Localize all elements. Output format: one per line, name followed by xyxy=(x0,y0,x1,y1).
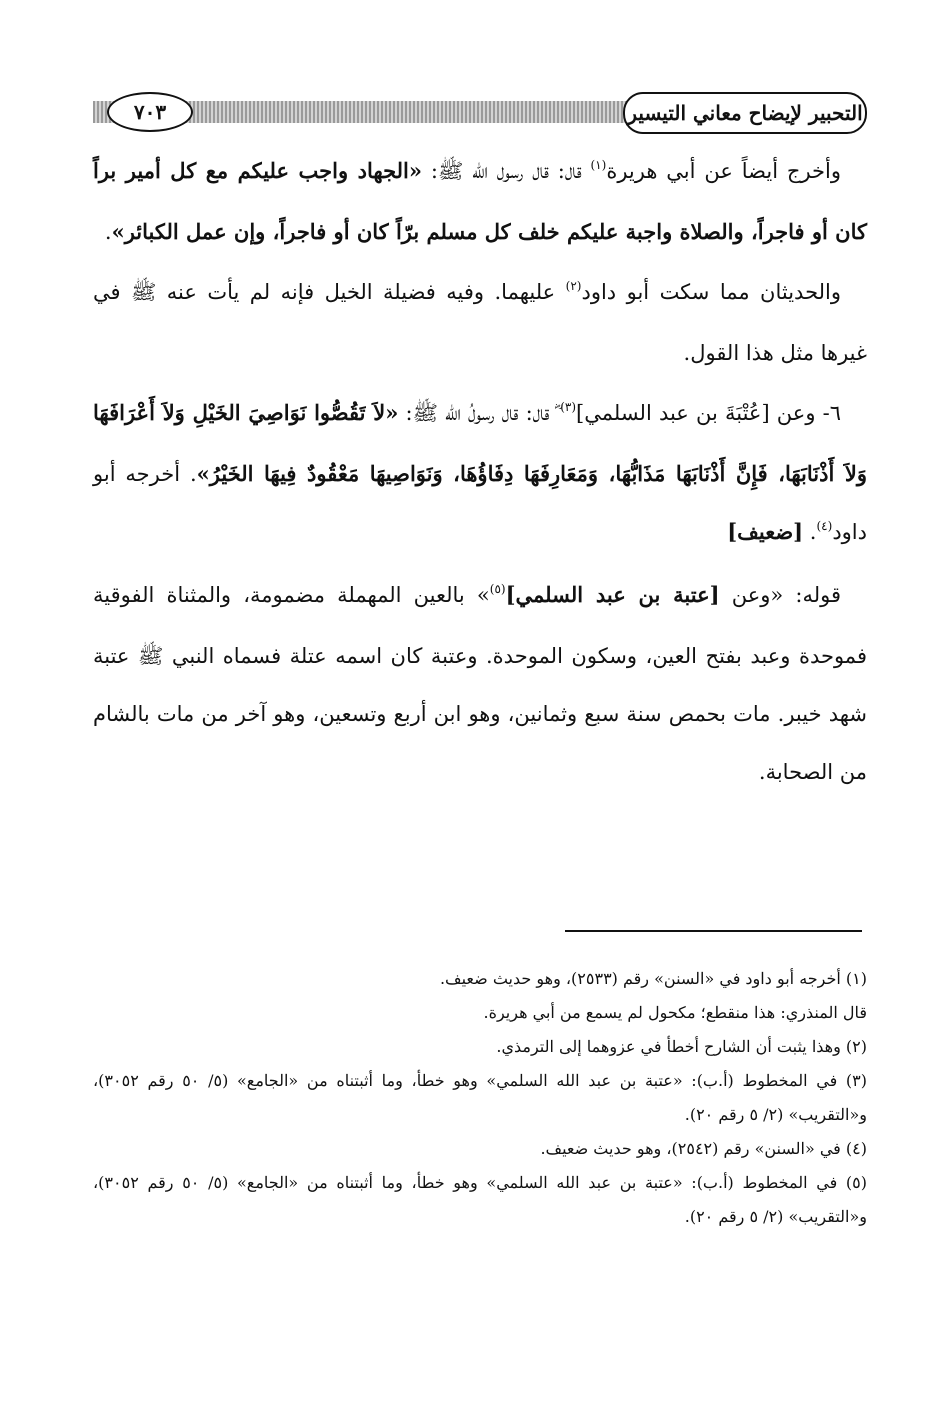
paragraph-text: والحديثان مما سكت أبو داود xyxy=(581,280,841,304)
paragraph-2 xyxy=(93,263,867,382)
paragraph-text: ؓ قال: قال رسولُ الله ﷺ: xyxy=(398,401,561,425)
footnote-item: (١) أخرجه أبو داود في «السنن» رقم (٢٥٣٣)، وهو حديث ضعيف. xyxy=(439,969,867,988)
footnote-ref-4[interactable]: (٤) xyxy=(816,519,833,533)
hadith-quote: «لاَ تَقُصُّوا نَوَاصِيَ الخَيْلِ وَلاَ أَعْرَافَهَا وَلاَ أَذْنَابَهَا، فَإِنَّ أَذْنَابَهَا مَذَابُّهَا، وَمَعَارِفَهَا دِفَاؤُهَا، وَنَوَاصِيهَا مَعْقُودٌ فِيهَا الخَيْرُ» xyxy=(93,400,867,486)
footnote-ref-1[interactable]: (١) xyxy=(590,158,607,172)
footnote-ref-3[interactable]: (٣) xyxy=(560,400,577,414)
book-title: التحبير لإيضاح معاني التيسير xyxy=(623,92,867,134)
paragraph-text: . xyxy=(803,520,817,544)
narrator-name: [عتبة بن عبد السلمي] xyxy=(505,582,720,607)
footnote-item: (٣) في المخطوط (أ.ب): «عتبة بن عبد الله السلمي» وهو خطأ، وما أثبتناه من «الجامع» (٥/ ٥٠ رقم ٣٠٥٢)، و«التقريب» (٢/ ٥ رقم ٢٠). xyxy=(93,1071,868,1124)
paragraph-text: » بالعين المهملة مضمومة، والمثناة الفوقية فموحدة وعبد بفتح العين، وسكون الموحدة. وعتبة كان اسمه عتلة فسماه النبي ﷺ عتبة شهد خيبر. مات بحمص سنة سبع وثمانين، وهو ابن أربع وتسعين، وهو آخر من مات بالشام من الصحابة. xyxy=(93,583,867,784)
paragraph-text: . xyxy=(104,220,112,244)
paragraph-text: قوله: «وعن xyxy=(719,583,842,607)
running-header xyxy=(93,92,867,136)
footnotes xyxy=(93,962,867,1234)
page-number: ٧٠٣ xyxy=(107,92,193,132)
footnote-item: (٥) في المخطوط (أ.ب): «عتبة بن عبد الله السلمي» وهو خطأ، وما أثبتناه من «الجامع» (٥/ ٥٠ رقم ٣٠٥٢)، و«التقريب» (٢/ ٥ رقم ٢٠). xyxy=(93,1173,868,1226)
paragraph-3 xyxy=(93,384,867,564)
paragraph-text: عليهما. وفيه فضيلة الخيل فإنه لم يأت عنه ﷺ في غيرها مثل هذا القول. xyxy=(93,280,867,365)
grade-label: [ضعيف] xyxy=(727,519,804,544)
footnote-divider xyxy=(565,930,862,932)
paragraph-4 xyxy=(93,566,867,801)
paragraph-1 xyxy=(93,142,867,261)
footnote-item: قال المنذري: هذا منقطع؛ مكحول لم يسمع من أبي هريرة. xyxy=(483,1003,867,1022)
paragraph-text: قال: قال رسول الله ﷺ: xyxy=(422,159,591,183)
paragraph-text: . أخرجه أبو داود xyxy=(93,462,867,544)
footnote-item: (٢) وهذا يثبت أن الشارح أخطأ في عزوهما إلى الترمذي. xyxy=(496,1037,867,1056)
paragraph-text: وأخرج أيضاً عن أبي هريرة xyxy=(606,159,842,183)
main-text xyxy=(93,142,867,801)
footnote-ref-5[interactable]: (٥) xyxy=(489,582,506,596)
footnote-item: (٤) في «السنن» رقم (٢٥٤٢)، وهو حديث ضعيف. xyxy=(540,1139,867,1158)
hadith-quote: «الجهاد واجب عليكم مع كل أمير براً كان أو فاجراً، والصلاة واجبة عليكم خلف كل مسلم برّاً كان أو فاجراً، وإن عمل الكبائر» xyxy=(93,158,867,244)
paragraph-text: ٦- وعن [عُتْبَةَ بن عبد السلمي] xyxy=(576,401,841,425)
footnote-ref-2[interactable]: (٢) xyxy=(565,279,582,293)
